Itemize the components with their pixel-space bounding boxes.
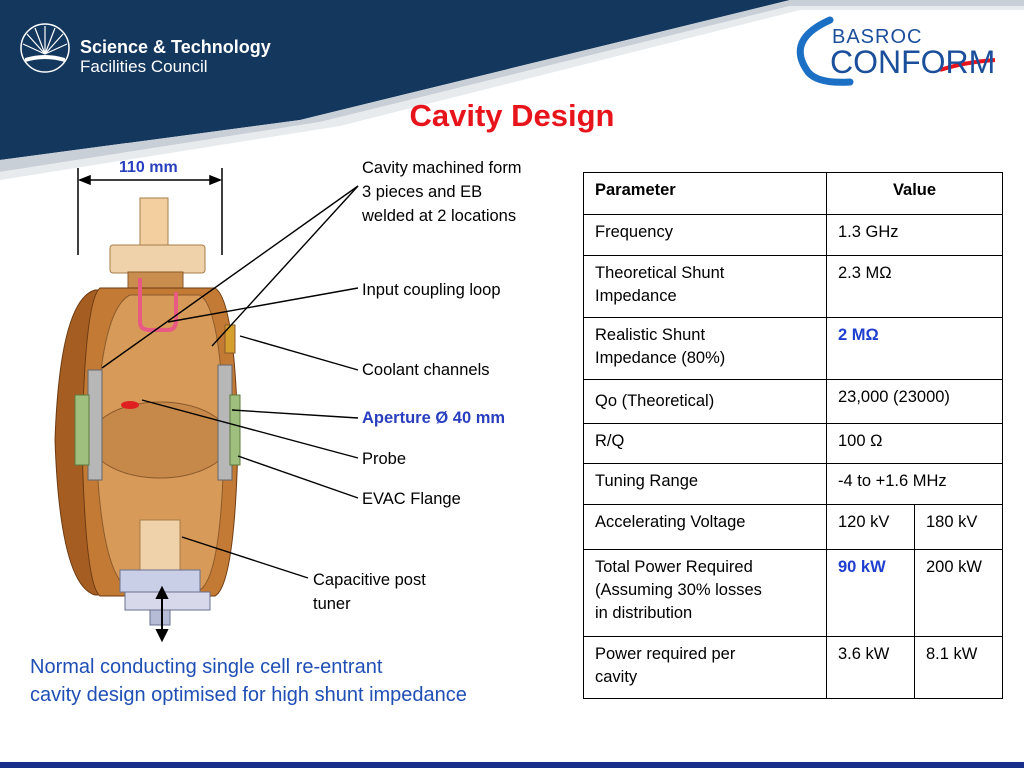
param-line: Impedance [595, 287, 677, 305]
param-line: Impedance (80%) [595, 349, 726, 367]
value-cell: -4 to +1.6 MHz [827, 464, 1003, 505]
table-row [584, 380, 1003, 424]
label-machined-line3: welded at 2 locations [362, 207, 517, 225]
table-row [584, 424, 1003, 464]
logo-conform-text: CONFORM [830, 44, 996, 80]
param-cell [584, 318, 827, 380]
header-value: Value [827, 173, 1003, 215]
footer-rule [0, 762, 1024, 768]
value-cell: 2 MΩ [827, 318, 1003, 380]
table-row [584, 318, 1003, 380]
param-line: in distribution [595, 604, 693, 622]
label-machined-line2: 3 pieces and EB [362, 183, 483, 201]
table-row [584, 505, 1003, 550]
caption-line2: cavity design optimised for high shunt impedance [30, 684, 467, 706]
value-cell: 100 Ω [827, 424, 1003, 464]
param-line: Realistic Shunt [595, 326, 706, 344]
label-machined-line1: Cavity machined form [362, 159, 522, 177]
page-title: Cavity Design [409, 98, 615, 133]
param-line: cavity [595, 668, 638, 686]
dimension-label: 110 mm [119, 159, 178, 176]
value-cell: 120 kV [827, 505, 915, 550]
input-port [110, 198, 205, 294]
value-cell: 90 kW [827, 550, 915, 637]
value-cell: 3.6 kW [827, 637, 915, 699]
param-cell: Frequency [584, 215, 827, 256]
organization-name: Science & Technology [80, 37, 271, 57]
caption-line1: Normal conducting single cell re-entrant [30, 656, 383, 678]
label-capacitive-line2: tuner [313, 595, 351, 613]
value-cell: 23,000 (23000) [827, 380, 1003, 424]
label-machined [362, 156, 522, 228]
table-row [584, 637, 1003, 699]
param-cell [584, 256, 827, 318]
table-row [584, 464, 1003, 505]
label-input-coupling: Input coupling loop [362, 281, 501, 299]
param-cell: R/Q [584, 424, 827, 464]
value-cell: 1.3 GHz [827, 215, 1003, 256]
table-row [584, 256, 1003, 318]
label-capacitive-line1: Capacitive post [313, 571, 426, 589]
label-evac: EVAC Flange [362, 490, 461, 508]
param-cell [584, 637, 827, 699]
table-row [584, 550, 1003, 637]
value-cell: 200 kW [915, 550, 1003, 637]
organization-subname: Facilities Council [80, 57, 208, 76]
param-line: Total Power Required [595, 558, 753, 576]
value-cell: 8.1 kW [915, 637, 1003, 699]
label-capacitive [313, 568, 426, 616]
label-aperture: Aperture Ø 40 mm [362, 409, 506, 427]
param-cell: Tuning Range [584, 464, 827, 505]
param-line: Power required per [595, 645, 736, 663]
table-header-row [584, 173, 1003, 215]
label-probe: Probe [362, 450, 407, 468]
param-cell: Qo (Theoretical) [584, 380, 827, 424]
parameter-table [583, 172, 1003, 699]
param-line: (Assuming 30% losses [595, 581, 762, 599]
value-cell: 2.3 MΩ [827, 256, 1003, 318]
param-line: Theoretical Shunt [595, 264, 725, 282]
param-cell [584, 550, 827, 637]
logo-basroc-text: BASROC [832, 26, 923, 48]
value-cell: 180 kV [915, 505, 1003, 550]
param-cell: Accelerating Voltage [584, 505, 827, 550]
label-coolant: Coolant channels [362, 361, 490, 379]
table-row [584, 215, 1003, 256]
header-parameter: Parameter [584, 173, 827, 215]
